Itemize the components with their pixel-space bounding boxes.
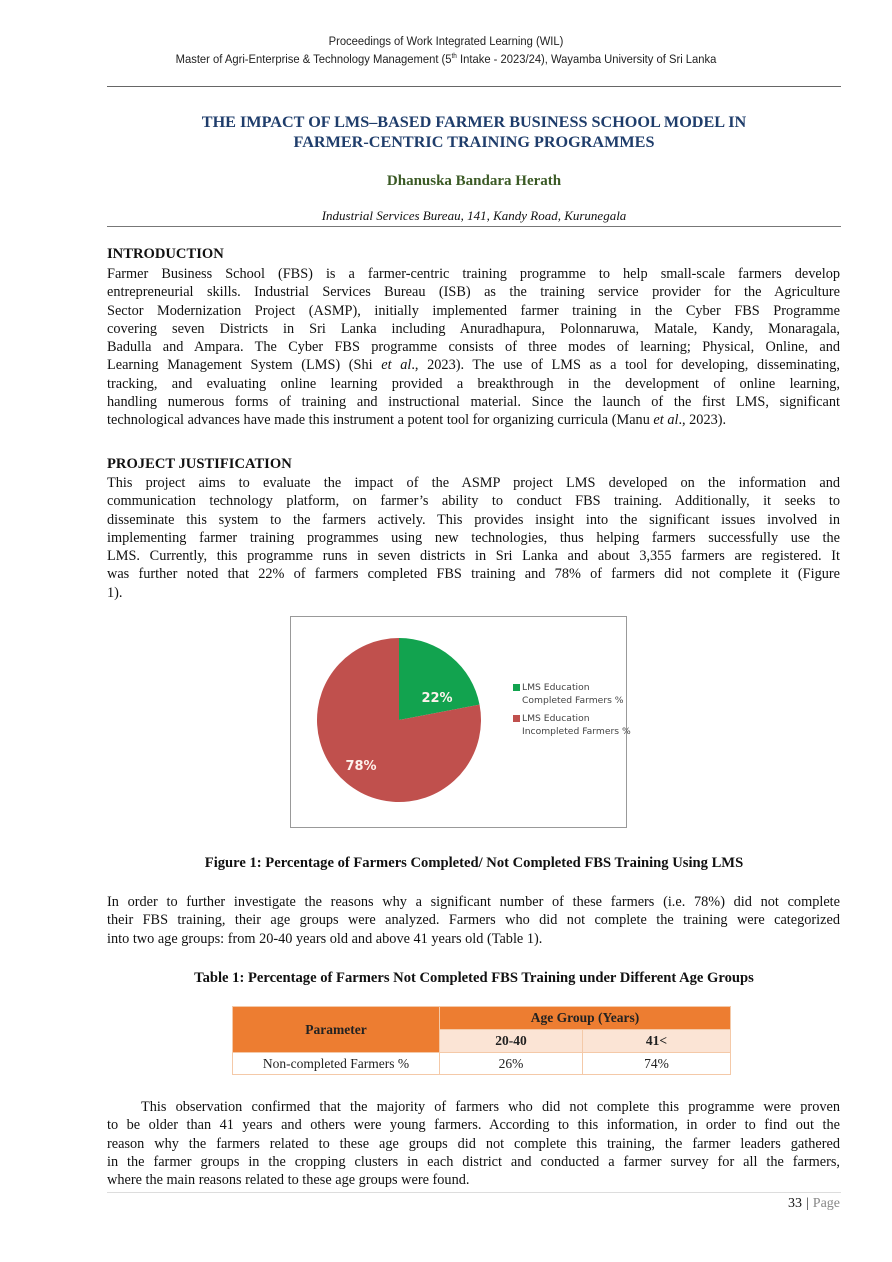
table-row — [233, 1053, 731, 1075]
justification-paragraph — [107, 474, 840, 602]
paper-title-line2: FARMER-CENTRIC TRAINING PROGRAMMES — [293, 133, 655, 151]
text-line — [107, 411, 840, 429]
footer-divider — [107, 1192, 841, 1193]
table-subheader-41-plus: 41< — [583, 1030, 731, 1053]
pie-data-label: 78% — [345, 759, 377, 774]
figure-1-pie-chart — [290, 616, 631, 828]
affiliation-divider — [107, 226, 841, 227]
text-line: covering seven Districts in Sri Lanka including Anuradhapura, Polonnaruwa, Matale, Kandy, Monaragala, — [107, 320, 840, 337]
text-line: This observation confirmed that the majority of farmers who did not complete this programme were proven — [141, 1099, 840, 1115]
text-line: In order to further investigate the reasons why a significant number of these farmers (i.e. 78%) did not complete — [107, 894, 840, 910]
text-line: Sector Modernization Project (ASMP), initially implemented farmer training in the Cyber FBS Programme — [107, 302, 840, 319]
table-cell-label: Non-completed Farmers % — [233, 1053, 440, 1075]
legend-swatch-completed — [513, 684, 520, 691]
text-line: handling numerous forms of training and instructional material. Since the launch of the first LMS, significant — [107, 394, 840, 411]
legend-item-incompleted — [513, 712, 632, 739]
chart-legend — [513, 681, 632, 743]
legend-swatch-incompleted — [513, 715, 520, 722]
page-label: Page — [812, 1196, 840, 1211]
citation-italic: et al — [381, 357, 412, 374]
header-divider — [107, 86, 841, 87]
text-line — [107, 356, 840, 374]
page-number-separator: | — [805, 1196, 809, 1211]
text-line: their FBS training, their age groups were analyzed. Farmers who did not complete the training were categorized — [107, 912, 840, 929]
table-header-parameter: Parameter — [233, 1007, 440, 1053]
text-segment: Learning Management System (LMS) (Shi — [107, 357, 382, 374]
author-affiliation: Industrial Services Bureau, 141, Kandy Road, Kurunegala — [321, 208, 627, 223]
section-heading-introduction: INTRODUCTION — [107, 246, 224, 262]
text-segment: technological advances have made this instrument a potent tool for organizing curricula (Manu — [107, 412, 654, 429]
running-header-text: Master of Agri-Enterprise & Technology Management (5 — [175, 52, 452, 66]
table-subheader-20-40: 20-40 — [440, 1030, 583, 1053]
text-line: tracking, and evaluating online learning provided a breakthrough in the development of online learning, — [107, 375, 840, 392]
text-line: was further noted that 22% of farmers completed FBS training and 78% of farmers did not complete it (Figure — [107, 566, 840, 583]
text-line: implementing farmer training programmes using new technologies, thus helping farmers successfully use the — [107, 529, 840, 546]
author-name: Dhanuska Bandara Herath — [386, 173, 562, 189]
table-caption: Table 1: Percentage of Farmers Not Completed FBS Training under Different Age Groups — [194, 970, 754, 986]
text-line: to be older than 41 years and others were young farmers. According to this information, in order to find out the — [107, 1117, 840, 1134]
figure-caption: Figure 1: Percentage of Farmers Completed/ Not Completed FBS Training Using LMS — [204, 855, 744, 871]
running-header-superscript: th — [451, 52, 457, 60]
text-line: reason why the farmers related to these age groups did not complete this training, the farmer leaders gathered — [107, 1135, 840, 1152]
text-line: entrepreneurial skills. Industrial Services Bureau (ISB) as the training service provider for the Agriculture — [107, 284, 840, 301]
running-header-line2 — [36, 52, 857, 66]
table-header-row — [233, 1007, 731, 1030]
text-line: into two age groups: from 20-40 years old and above 41 years old (Table 1). — [107, 930, 543, 947]
final-paragraph — [107, 1098, 840, 1189]
pie-data-label: 22% — [421, 691, 453, 706]
page-number-value: 33 — [787, 1196, 802, 1211]
text-line: LMS. Currently, this programme runs in seven districts in Sri Lanka and about 3,355 farmers are registered. It — [107, 548, 840, 565]
running-header-line1: Proceedings of Work Integrated Learning (WIL) — [328, 34, 564, 48]
text-line: This project aims to evaluate the impact of the ASMP project LMS developed on the information and — [107, 475, 840, 491]
post-figure-paragraph — [107, 893, 840, 948]
text-segment: ., 2023). — [678, 412, 727, 429]
text-line: Badulla and Ampara. The Cyber FBS programme consists of three modes of learning; Physical, Online, and — [107, 339, 840, 356]
citation-italic: et al — [653, 412, 679, 429]
text-line: Farmer Business School (FBS) is a farmer-centric training programme to help small-scale farmers develop — [107, 266, 840, 282]
table-cell-value: 26% — [440, 1053, 583, 1075]
table-cell-value: 74% — [583, 1053, 731, 1075]
table-header-age-group: Age Group (Years) — [440, 1007, 731, 1030]
text-line: disseminate this system to the farmers actively. This provides insight into the significant issues involved in — [107, 511, 840, 528]
introduction-paragraph — [107, 265, 840, 430]
text-line: in the farmer groups in the cropping clusters in each district and conducted a farmer survey for all the farmers, — [107, 1153, 840, 1170]
age-group-table — [232, 1006, 731, 1075]
text-line: where the main reasons related to these age groups were found. — [107, 1172, 470, 1189]
legend-label-incompleted: LMS Education Incompleted Farmers % — [522, 712, 631, 738]
paper-title-line1: THE IMPACT OF LMS–BASED FARMER BUSINESS SCHOOL MODEL IN — [201, 113, 747, 131]
paper-title — [107, 112, 841, 152]
running-header-text-tail: Intake - 2023/24), Wayamba University of Sri Lanka — [456, 52, 717, 66]
page-number — [788, 1196, 840, 1212]
text-segment: ., 2023). The use of LMS as a tool for developing, disseminating, — [411, 357, 840, 374]
text-line: communication technology platform, on farmer’s ability to conduct FBS training. Additionally, it seeks to — [107, 493, 840, 510]
section-heading-justification: PROJECT JUSTIFICATION — [107, 456, 292, 472]
legend-item-completed — [513, 681, 632, 708]
text-line: 1). — [107, 584, 123, 601]
legend-label-completed: LMS Education Completed Farmers % — [522, 682, 624, 707]
